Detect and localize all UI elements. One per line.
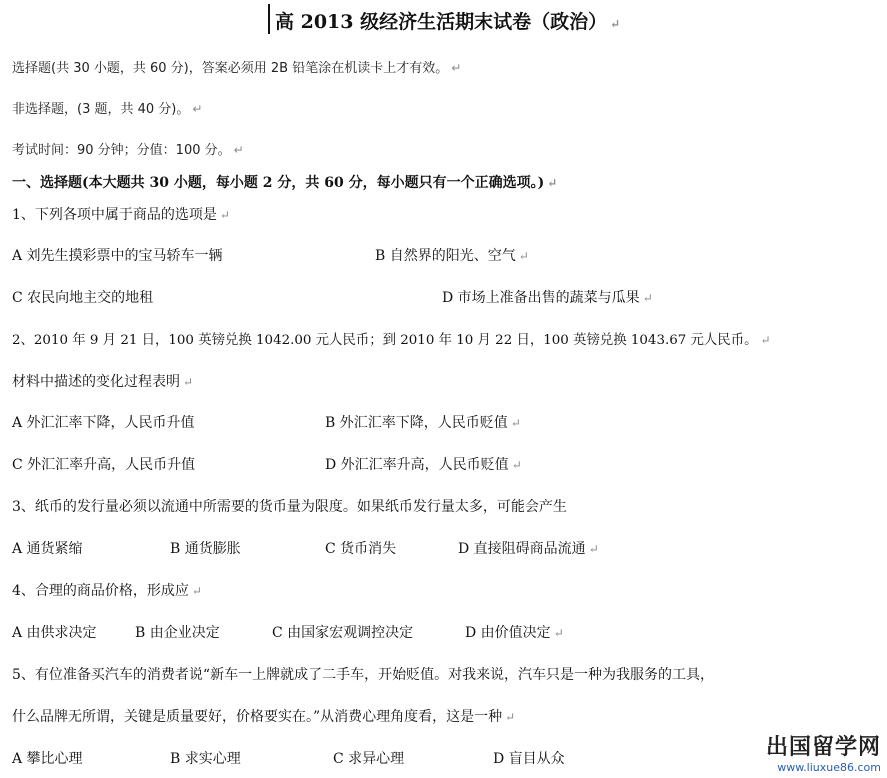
question-1-option-c: C 农民向地主交的地租 — [12, 290, 154, 306]
question-1-option-b: B 自然界的阳光、空气 ↵ — [375, 248, 529, 264]
question-4-option-c: C 由国家宏观调控决定 — [272, 625, 414, 641]
question-1-option-a: A 刘先生摸彩票中的宝马轿车一辆 — [12, 248, 223, 264]
watermark-url: www.liuxue86.com — [777, 761, 881, 774]
question-2-option-a: A 外汇汇率下降，人民币升值 — [12, 415, 195, 431]
intro-non-choice-note: 非选择题，(3 题，共 40 分)。 ↵ — [12, 102, 203, 117]
question-3-option-a: A 通货紧缩 — [12, 541, 83, 557]
question-3-option-b: B 通货膨胀 — [170, 541, 241, 557]
question-2-stem: 2、2010 年 9 月 21 日，100 英镑兑换 1042.00 元人民币；到 2010 年 10 月 22 日，100 英镑兑换 1043.67 元人民币。 ↵ — [12, 333, 771, 348]
question-5-option-c: C 求异心理 — [333, 751, 405, 767]
watermark-title: 出国留学网 — [765, 735, 881, 760]
text-cursor — [268, 4, 270, 34]
site-watermark — [766, 730, 881, 774]
question-4-option-b: B 由企业决定 — [135, 625, 220, 641]
question-5-option-a: A 攀比心理 — [12, 751, 83, 767]
question-3-stem: 3、纸币的发行量必须以流通中所需要的货币量为限度。如果纸币发行量太多，可能会产生 — [12, 499, 567, 515]
question-2-stem-continued: 材料中描述的变化过程表明 ↵ — [12, 374, 194, 390]
intro-choice-note: 选择题(共 30 小题，共 60 分)，答案必须用 2B 铅笔涂在机读卡上才有效。 ↵ — [12, 61, 462, 76]
question-5-stem: 5、有位准备买汽车的消费者说“新车一上牌就成了二手车，开始贬值。对我来说，汽车只是一种为我服务的工具， — [12, 667, 715, 683]
question-4-stem: 4、合理的商品价格，形成应 ↵ — [12, 583, 202, 599]
question-5-option-b: B 求实心理 — [170, 751, 241, 767]
question-1-stem: 1、下列各项中属于商品的选项是 ↵ — [12, 207, 230, 223]
section-header: 一、选择题(本大题共 30 小题，每小题 2 分，共 60 分，每小题只有一个正确选项。) ↵ — [12, 175, 558, 191]
question-5-stem-continued: 什么品牌无所谓，关键是质量要好，价格要实在。”从消费心理角度看，这是一种 ↵ — [12, 709, 516, 725]
question-3-option-c: C 货币消失 — [325, 541, 397, 557]
question-4-option-d: D 由价值决定 ↵ — [465, 625, 564, 641]
question-4-option-a: A 由供求决定 — [12, 625, 97, 641]
question-3-option-d: D 直接阻碍商品流通 ↵ — [458, 541, 599, 557]
question-2-option-b: B 外汇汇率下降，人民币贬值 ↵ — [325, 415, 521, 431]
question-2-option-c: C 外汇汇率升高，人民币升值 — [12, 457, 196, 473]
document-title: 高 2013 级经济生活期末试卷（政治） ↵ — [275, 11, 621, 33]
question-2-option-d: D 外汇汇率升高，人民币贬值 ↵ — [325, 457, 522, 473]
intro-exam-time: 考试时间：90 分钟；分值：100 分。 ↵ — [12, 143, 244, 158]
question-1-option-d: D 市场上准备出售的蔬菜与瓜果 ↵ — [442, 290, 653, 306]
question-5-option-d: D 盲目从众 — [493, 751, 565, 767]
